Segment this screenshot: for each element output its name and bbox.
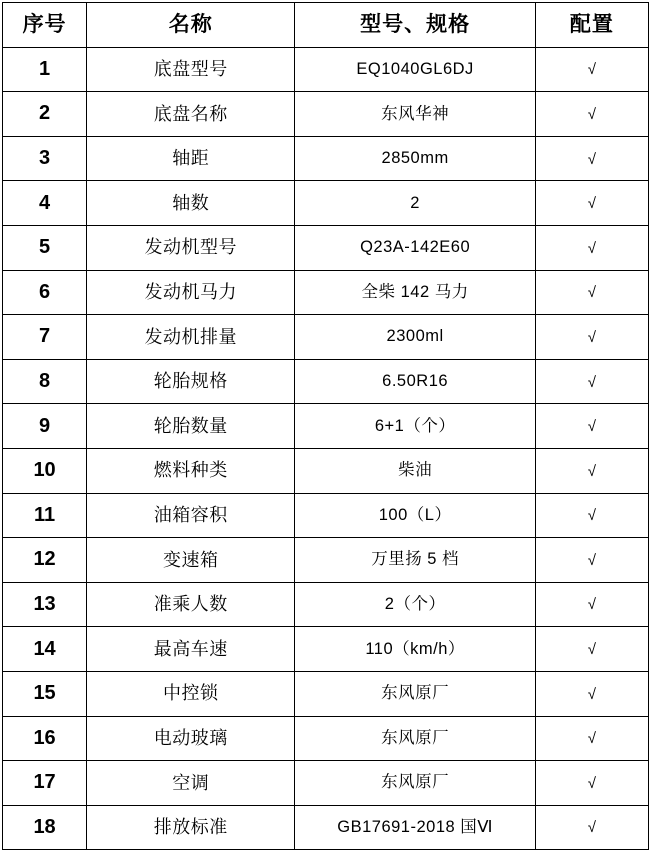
cell-model: 6+1（个）	[295, 404, 535, 449]
check-icon: √	[587, 150, 597, 168]
cell-index: 1	[3, 47, 87, 92]
table-row	[3, 761, 649, 806]
cell-name: 最高车速	[87, 627, 295, 672]
cell-index: 13	[3, 582, 87, 627]
table-row	[3, 805, 649, 850]
cell-model: EQ1040GL6DJ	[295, 47, 535, 92]
check-icon: √	[587, 730, 597, 748]
cell-name: 排放标准	[87, 805, 295, 850]
cell-model: 全柴 142 马力	[295, 270, 535, 315]
check-icon: √	[587, 774, 597, 792]
cell-model: 万里扬 5 档	[295, 538, 535, 583]
cell-model: 100（L）	[295, 493, 535, 538]
cell-config	[535, 315, 648, 360]
column-header-name: 名称	[87, 3, 295, 48]
cell-model: 东风原厂	[295, 671, 535, 716]
cell-name: 轮胎数量	[87, 404, 295, 449]
table-row	[3, 47, 649, 92]
table-row	[3, 493, 649, 538]
cell-index: 16	[3, 716, 87, 761]
table-row	[3, 716, 649, 761]
cell-index: 10	[3, 448, 87, 493]
cell-config	[535, 716, 648, 761]
table-row	[3, 538, 649, 583]
cell-model: 东风原厂	[295, 716, 535, 761]
cell-config	[535, 582, 648, 627]
cell-config	[535, 671, 648, 716]
table-row	[3, 136, 649, 181]
cell-config	[535, 270, 648, 315]
header-row	[3, 3, 649, 48]
table-row	[3, 92, 649, 137]
cell-config	[535, 627, 648, 672]
cell-config	[535, 404, 648, 449]
cell-name: 轴距	[87, 136, 295, 181]
table-row	[3, 270, 649, 315]
check-icon: √	[587, 239, 597, 257]
cell-name: 电动玻璃	[87, 716, 295, 761]
cell-name: 准乘人数	[87, 582, 295, 627]
check-icon: √	[587, 596, 597, 614]
cell-config	[535, 538, 648, 583]
table-body	[3, 47, 649, 850]
table-row	[3, 225, 649, 270]
table-row	[3, 671, 649, 716]
cell-index: 17	[3, 761, 87, 806]
table-row	[3, 627, 649, 672]
table-row	[3, 181, 649, 226]
table-row	[3, 404, 649, 449]
cell-config	[535, 359, 648, 404]
cell-model: 2850mm	[295, 136, 535, 181]
check-icon: √	[587, 328, 597, 346]
check-icon: √	[587, 61, 597, 79]
cell-model: 6.50R16	[295, 359, 535, 404]
cell-config	[535, 181, 648, 226]
check-icon: √	[587, 685, 597, 703]
cell-index: 9	[3, 404, 87, 449]
table-row	[3, 359, 649, 404]
cell-name: 发动机型号	[87, 225, 295, 270]
cell-index: 2	[3, 92, 87, 137]
cell-model: 110（km/h）	[295, 627, 535, 672]
table-header	[3, 3, 649, 48]
table-row	[3, 448, 649, 493]
check-icon: √	[587, 819, 597, 837]
cell-index: 7	[3, 315, 87, 360]
cell-model: 2	[295, 181, 535, 226]
cell-model: 2300ml	[295, 315, 535, 360]
cell-model: 东风原厂	[295, 761, 535, 806]
cell-config	[535, 761, 648, 806]
cell-index: 4	[3, 181, 87, 226]
check-icon: √	[587, 284, 597, 302]
column-header-index: 序号	[3, 3, 87, 48]
cell-name: 油箱容积	[87, 493, 295, 538]
cell-name: 发动机排量	[87, 315, 295, 360]
table-row	[3, 315, 649, 360]
cell-name: 变速箱	[87, 538, 295, 583]
check-icon: √	[587, 105, 597, 123]
cell-model: 2（个）	[295, 582, 535, 627]
column-header-config: 配置	[535, 3, 648, 48]
cell-index: 14	[3, 627, 87, 672]
cell-model: 东风华神	[295, 92, 535, 137]
check-icon: √	[587, 195, 597, 213]
table-row	[3, 582, 649, 627]
cell-index: 8	[3, 359, 87, 404]
cell-model: 柴油	[295, 448, 535, 493]
check-icon: √	[587, 551, 597, 569]
cell-index: 12	[3, 538, 87, 583]
cell-config	[535, 136, 648, 181]
check-icon: √	[587, 507, 597, 525]
check-icon: √	[587, 418, 597, 436]
cell-name: 中控锁	[87, 671, 295, 716]
cell-name: 空调	[87, 761, 295, 806]
cell-index: 5	[3, 225, 87, 270]
cell-index: 15	[3, 671, 87, 716]
cell-index: 11	[3, 493, 87, 538]
check-icon: √	[587, 373, 597, 391]
check-icon: √	[587, 462, 597, 480]
cell-name: 燃料种类	[87, 448, 295, 493]
column-header-model: 型号、规格	[295, 3, 535, 48]
cell-model: GB17691-2018 国Ⅵ	[295, 805, 535, 850]
cell-index: 6	[3, 270, 87, 315]
cell-index: 18	[3, 805, 87, 850]
cell-config	[535, 448, 648, 493]
cell-name: 轴数	[87, 181, 295, 226]
cell-name: 发动机马力	[87, 270, 295, 315]
cell-name: 底盘名称	[87, 92, 295, 137]
cell-config	[535, 805, 648, 850]
cell-config	[535, 92, 648, 137]
cell-index: 3	[3, 136, 87, 181]
cell-name: 轮胎规格	[87, 359, 295, 404]
cell-model: Q23A-142E60	[295, 225, 535, 270]
cell-config	[535, 225, 648, 270]
cell-config	[535, 47, 648, 92]
cell-config	[535, 493, 648, 538]
cell-name: 底盘型号	[87, 47, 295, 92]
chassis-spec-table	[2, 2, 649, 850]
check-icon: √	[587, 641, 597, 659]
